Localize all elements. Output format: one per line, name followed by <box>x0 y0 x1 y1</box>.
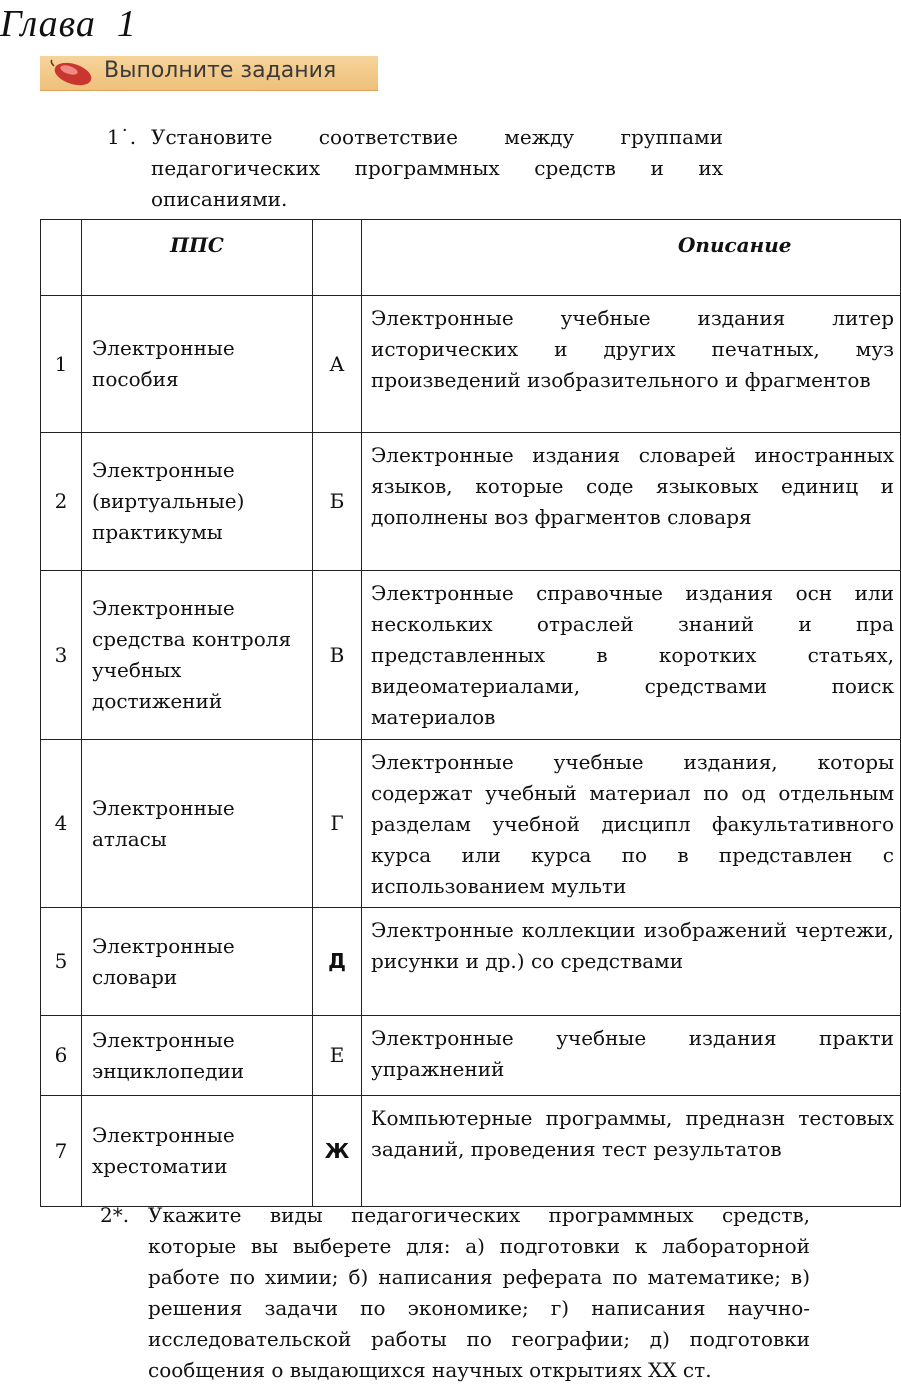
table-header-row <box>41 220 901 296</box>
row-pps: Электронные энциклопедии <box>82 1016 313 1096</box>
table-row <box>41 296 901 433</box>
row-number: 5 <box>41 908 82 1016</box>
task-1 <box>107 122 723 215</box>
table-row <box>41 908 901 1016</box>
row-number: 6 <box>41 1016 82 1096</box>
row-number: 7 <box>41 1096 82 1207</box>
task-1-text: Установите соответствие между группами педагогических программных средств и их описаниями. <box>151 125 723 211</box>
row-letter: А <box>313 296 362 433</box>
table-row <box>41 433 901 571</box>
matching-table <box>40 219 894 1198</box>
row-pps: Электронные (виртуальные) практикумы <box>82 433 313 571</box>
row-description: Компьютерные программы, предназн тестовых заданий, проведения тест результатов <box>362 1096 901 1207</box>
row-pps: Электронные атласы <box>82 740 313 908</box>
header-description: Описание <box>362 220 901 296</box>
row-pps: Электронные словари <box>82 908 313 1016</box>
table-row <box>41 571 901 740</box>
tasks-banner <box>40 56 378 91</box>
row-letter: Б <box>313 433 362 571</box>
row-letter: В <box>313 571 362 740</box>
row-description: Электронные коллекции изображений чертежи, рисунки и др.) со средствами <box>362 908 901 1016</box>
task-2-number: 2*. <box>100 1203 130 1227</box>
chapter-title: Глава 1 <box>0 3 137 45</box>
row-letter: Ж <box>313 1096 362 1207</box>
table-row <box>41 1016 901 1096</box>
row-description: Электронные справочные издания осн или нескольких отраслей знаний и пра представленных в коротких статьях, видеоматериалами, средствами поиск материалов <box>362 571 901 740</box>
row-pps: Электронные пособия <box>82 296 313 433</box>
row-pps: Электронные средства контроля учебных достижений <box>82 571 313 740</box>
row-description: Электронные учебные издания, которы содержат учебный материал по од отдельным разделам учебной дисципл факультативного курса или курса по в представлен с использованием мульти <box>362 740 901 908</box>
row-number: 3 <box>41 571 82 740</box>
task-2 <box>100 1200 810 1386</box>
row-description: Электронные издания словарей иностранных языков, которые соде языковых единиц и дополнены воз фрагментов словаря <box>362 433 901 571</box>
row-letter: Е <box>313 1016 362 1096</box>
row-letter: Г <box>313 740 362 908</box>
task-2-text: Укажите виды педагогических программных средств, которые вы выберете для: а) подготовки к лабораторной работе по химии; б) написания реферата по математике; в) решения задачи по экономике; г) написания научно-исследовательской работы по географии; д) подготовки сообщения о выдающихся научных открытиях XX ст. <box>148 1203 810 1382</box>
table-row <box>41 1096 901 1207</box>
task-1-number: 1˙. <box>107 125 137 149</box>
row-description: Электронные учебные издания практи упражнений <box>362 1016 901 1096</box>
row-number: 4 <box>41 740 82 908</box>
header-letter <box>313 220 362 296</box>
row-description: Электронные учебные издания литер исторических и других печатных, муз произведений изобразительного и фрагментов <box>362 296 901 433</box>
row-number: 2 <box>41 433 82 571</box>
row-pps: Электронные хрестоматии <box>82 1096 313 1207</box>
mouse-icon <box>48 60 94 86</box>
header-num <box>41 220 82 296</box>
table-row <box>41 740 901 908</box>
banner-label: Выполните задания <box>104 58 337 83</box>
header-pps: ППС <box>82 220 313 296</box>
row-letter: Д <box>313 908 362 1016</box>
row-number: 1 <box>41 296 82 433</box>
